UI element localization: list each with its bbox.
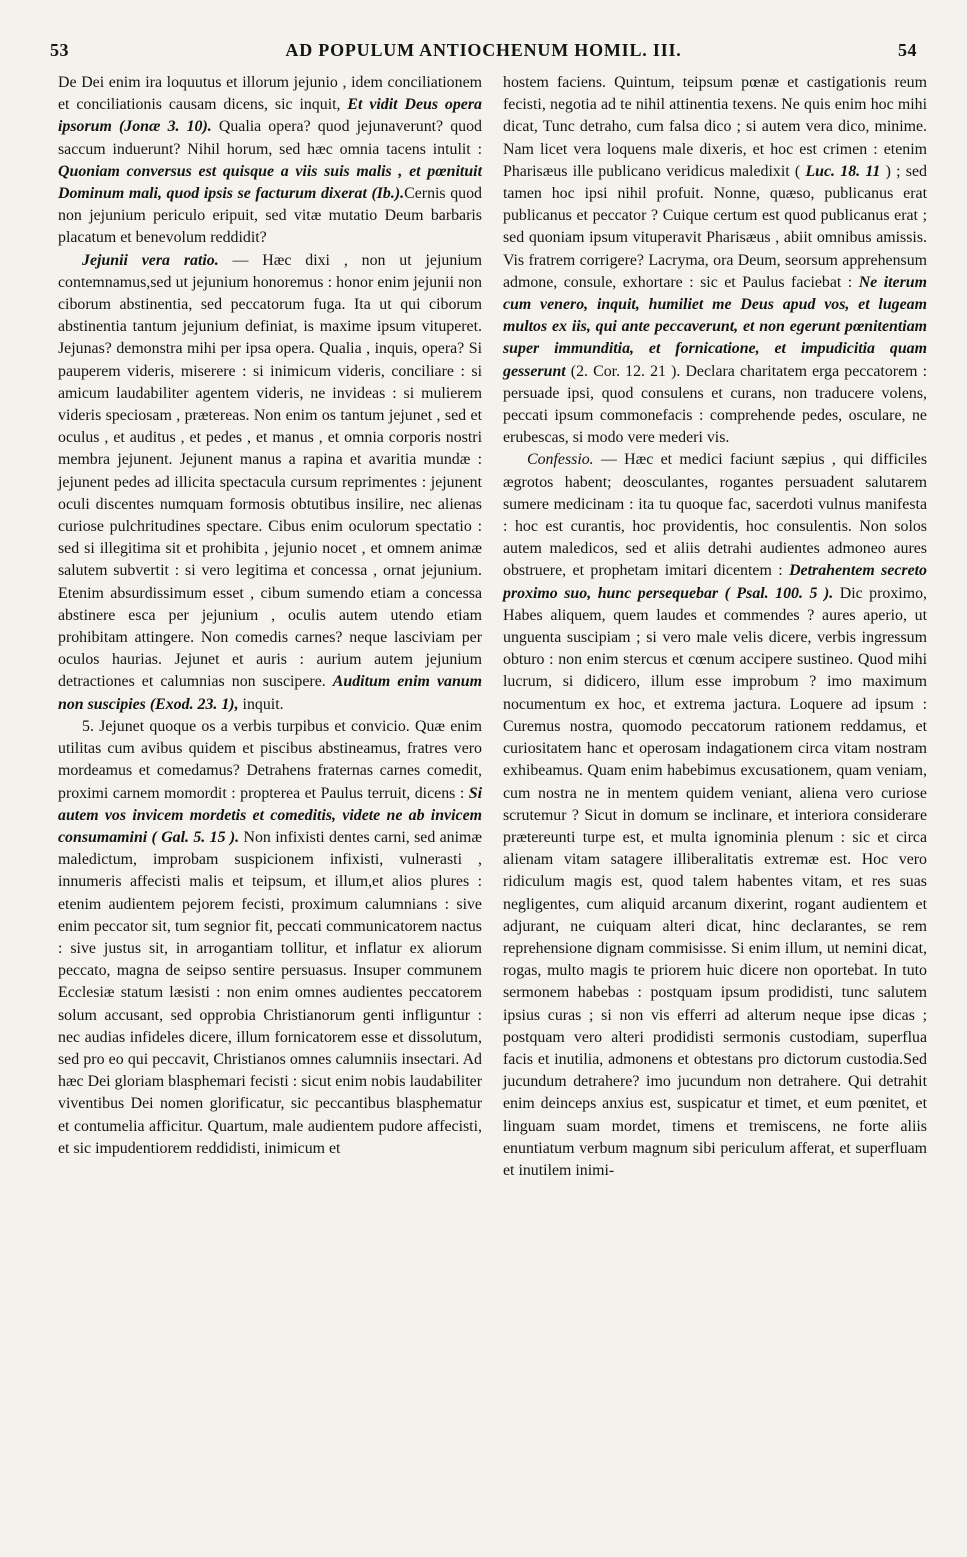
left-column	[58, 72, 482, 1160]
page-number-left: 53	[50, 40, 69, 60]
page-number-right: 54	[898, 40, 917, 60]
running-title: AD POPULUM ANTIOCHENUM HOMIL. III.	[285, 40, 682, 60]
right-column	[503, 72, 927, 1182]
paragraph	[58, 716, 482, 1160]
text-run: — Hæc dixi , non ut jejunium contemnamus,sed ut jejunium honoremus : honor enim jejunii non ciborum abstinentia, sed peccatorum fuga. Ita ut qui ciborum abstinentia tantum jejunium definiat, is maxime ipsum vituperet. Jejunas? demonstra mihi per ipsa opera. Qualia , inquis, opera? Si pauperem videris, miserere : si inimicum videris, conciliare : si amicum laudabiliter agentem videris, ne invideas : si mulierem videris speciosam , prætereas. Non enim os tantum jejunet , sed et oculus , et auditus , et pedes , et manus , et omnia corporis nostri membra jejunent. Jejunent manus a rapina et avaritia mundæ : jejunent pedes ad illicita spectacula cursum reprimentes : jejunent oculi discentes numquam formosis obtutibus insilire, nec alienas curiose pulchritudines spectare. Cibus enim oculorum spectatio : sed si illegitima sit et prohibita , jejunio nocet , et omnem animæ salutem subvertit : si vero legitima et concessa , ornat jejunium. Etenim absurdissimum esset , cibum sumendo etiam a concessa abstinere esca per jejunium , oculis autem utendo etiam prohibitam attingere. Non comedis carnes? neque lasciviam per oculos haurias. Jejunet et auris : aurium autem jejunium detractiones et calumnias non suscipere.	[58, 251, 482, 691]
text-run: inquit.	[238, 695, 284, 713]
text-run: Qualia opera? quod jejunaverunt? quod saccum induerunt? Nihil horum, sed hæc omnia tacens intulit :	[58, 118, 482, 158]
paragraph	[503, 449, 927, 1182]
section-heading: Jejunii vera ratio.	[82, 251, 219, 269]
text-run: Non infixisti dentes carni, sed animæ maledictum, improbam suspicionem infixisti, vulnerasti , innumeris affecisti malis et teipsum, et illum,et alios plures : etenim audientem pejorem fecisti, proximum calumnians : sive enim peccator sit, tum segnior fit, peccati communicatorem nactus : sive justus sit, in arrogantiam tollitur, et inflatur ex aliorum peccato, magna de seipso sentire persuasus. Insuper communem Ecclesiæ statum læsisti : non enim omnes audientes peccatorem solum accusant, sed opprobia Christianorum genti infliguntur : nec audias infideles dicere, illum fornicatorem esse et dissolutum, sed pro eo qui peccavit, Christianos omnes calumniis insectari. Ad hæc Dei gloriam blasphemari fecisti : sicut enim nobis laudabiliter viventibus Dei nomen glorificatur, sic peccantibus blasphematur et contumelia afficitur. Quartum, male audientem pudore affecisti, et sic impudentiorem reddidisti, inimicum et	[58, 828, 482, 1157]
scripture-citation: Si autem vos invicem mordetis et comeditis, videte ne ab invicem consumamini ( Gal. 5. 15 ).	[58, 784, 482, 846]
scripture-citation: Detrahentem secreto proximo suo, hunc persequebar ( Psal. 100. 5 ).	[503, 562, 927, 602]
text-run: Dic proximo, Habes aliquem, quem laudes et commendes ? aures aperio, ut unguenta suscipiam ; si vero male velis dicere, verbis ingressum obturo : non enim stercus et cœnum accipere sustineo. Quod mihi lucrum, si didicero, illum esse improbum ? imo maximum nocumentum ex hoc, et extrema jactura. Loquere ad ipsum : Curemus nostra, quomodo peccatorum rationem reddamus, et curiositatem hanc et operosam indagationem circa vitam nostram exhibeamus. Quam enim habebimus excusationem, quam veniam, cum nostra ne in mentem quidem veniant, aliena vero curiose scrutemur ? Sicut in domum se inclinare, et interiora considerare prætereunti turpe est, et multa ignominia plenum : sic et circa alienam vitam satagere illiberalitatis extremæ est. Hoc vero ridiculum magis est, quod talem habentes vitam, et res suas negligentes, cum aliquid arcanum dixerint, rogant audientem et adjurant, ne cuiquam alteri dicat, hinc declarantes, se rem reprehensione dignam commisisse. Si enim illum, ut nemini dicat, rogas, multo magis te priorem huic dicere non oportebat. In tuto sermonem habebas : postquam ipsum prodidisti, tunc salutem ipsius curas ; si non vis efferri ad alterum neque ipse dicas ; postquam vero alteri prodidisti sermonis custodiam, superflua facis et inutilia, admonens et obtestans pro dictorum custodia.Sed jucundum detrahere? imo jucundum non detrahere. Qui detrahit enim deinceps anxius est, suspicatur et timet, et eum pœnitet, et linguam suam mordet, timens et tremiscens, ne forte aliis enuntiatum verbum magnum sibi periculum afferat, et superfluam et inutilem inimi-	[503, 584, 927, 1179]
paragraph	[58, 72, 482, 250]
text-run: 5. Jejunet quoque os a verbis turpibus et convicio. Quæ enim utilitas cum avibus quidem et piscibus abstineamus, fratres vero mordeamus et comedamus? Detrahens fraternas carnes comedit, proximi carnem momordit : propterea et Paulus terruit, dicens :	[58, 717, 482, 802]
scripture-citation: Luc. 18. 11	[805, 162, 881, 180]
text-run: Cernis quod non jejunium periculo eripuit, sed vitæ mutatio Deum barbaris placatum et benevolum reddidit?	[58, 185, 482, 247]
paragraph	[58, 250, 482, 716]
text-run: De Dei enim ira loquutus et illorum jejunio , idem conciliationem et conciliationis causam dicens, sic inquit,	[58, 74, 482, 114]
text-run: hostem faciens. Quintum, teipsum pœnæ et castigationis reum fecisti, negotia ad te nihil attinentia texens. Ne quis enim hoc mihi dicat, Tunc detraho, cum falsa dico ; si autem vera dico, minime. Nam licet vera loquens male dixeris, et hoc est crimen : etenim Pharisæus ille publicano veridicus maledixit (	[503, 74, 927, 180]
section-heading: Confessio.	[527, 451, 594, 469]
text-run: — Hæc et medici faciunt sæpius , qui difficiles ægrotos habent; deosculantes, rogantes persuadent salutarem sumere medicinam : ita tu quoque fac, sacerdoti vulnus manifesta : hoc est curantis, hoc providentis, hoc consulentis. Non solos autem maledicos, sed et aliis detrahi audientes admoneo aures obstruere, et prophetam imitari dicentem :	[503, 451, 927, 580]
scripture-citation: Ne iterum cum venero, inquit, humiliet me Deus apud vos, et lugeam multos ex iis, qui ante peccaverunt, et non egerunt pœnitentiam super immunditia, et fornicatione, et impudicitia quam gesserunt	[503, 273, 927, 380]
scripture-citation: Auditum enim vanum non suscipies (Exod. 23. 1),	[58, 673, 482, 713]
text-run: ) ; sed tamen hoc ipsi nihil profuit. Nonne, quæso, publicanus erat publicanus et peccator ? Cuique certum est quod publicanus erat ; sed quoniam ipsum vituperavit Pharisæus , abiit omnibus amissis. Vis fratrem corrigere? Lacryma, ora Deum, seorsum apprehensum admone, consule, exhortare : sic et Paulus faciebat :	[503, 162, 927, 291]
scripture-citation: Et vidit Deus opera ipsorum (Jonæ 3. 10).	[58, 96, 482, 136]
paragraph	[503, 72, 927, 449]
text-run: (2. Cor. 12. 21 ). Declara charitatem erga peccatorem : persuade ipsi, quod consulens et curans, non traducere volens, peccati ipsum commonefacis : comprehende pedes, osculare, ne erubescas, si modo vere mederi vis.	[503, 362, 927, 447]
scripture-citation: Quoniam conversus est quisque a viis suis malis , et pœnituit Dominum mali, quod ipsis se facturum dixerat (Ib.).	[58, 162, 482, 203]
running-header	[50, 40, 917, 66]
